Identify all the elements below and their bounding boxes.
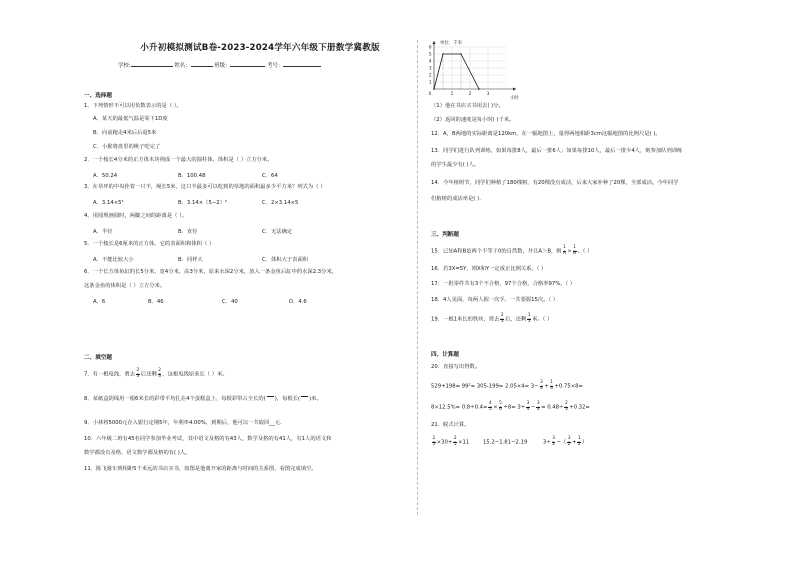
data-point [478, 88, 480, 90]
frac-denominator: 2 [552, 441, 555, 447]
q19-mid: 后，还剩 [505, 316, 527, 323]
q3-option-c: C．2×3.14×5 [262, 200, 299, 206]
q21-part-b: ×11 [458, 439, 470, 446]
q13-text-line2: 的学生最少有( )人。 [431, 162, 480, 168]
q1-option-a: A．某天的最低气温是零下1D度 [93, 116, 168, 122]
q6-text-line1: 6．一个长方体鱼缸的长5分米，宽4分米，高3分米，原来水深2分米，放入一条金鱼后缸中的水深2.3分米， [84, 269, 338, 275]
frac-numerator: 2 [564, 401, 568, 406]
q21-part-f: + [571, 439, 577, 446]
q10-text-line2: 数学都没有及格，语文数学都及格的有( )人。 [84, 450, 191, 456]
q2-option-b: B．100.48 [178, 173, 206, 179]
q20-text: 20．直接写出得数。 [431, 364, 481, 370]
q7-text [84, 369, 228, 379]
q2-option-a: A．50.24 [93, 173, 118, 179]
q1-text: 1．下列情形不可以用负数表示的是（ ）。 [84, 103, 182, 109]
name-label: 姓名： [174, 63, 191, 69]
q20-row1-b: +0.75×8= [554, 383, 583, 390]
frac-numerator: 5 [499, 401, 502, 406]
x-tick-label: 1 [450, 91, 454, 96]
q17-text: 17．一批零件共有3个不合格，97个合格，合格率97%。（ ） [431, 281, 576, 287]
q8-mid: ，每根长 [276, 396, 298, 402]
q5-option-a: A．不能比较大小 [93, 257, 134, 263]
q11-sub1: （1）他在书店买书用去( )分。 [431, 103, 504, 109]
frac-denominator: 3 [527, 318, 531, 324]
frac-denominator: 5 [432, 441, 436, 447]
q2-text: 2．一个棱长4分米的正方体木块削成一个最大的圆柱体，体积是（ ）立方分米。 [84, 157, 273, 163]
q21-part-e: −（ [556, 439, 567, 446]
q5-option-b: B．同样大 [178, 257, 203, 263]
q21-frac-d [567, 437, 571, 447]
q1-option-c: C．小猴将盘里的桃子吃完了 [93, 144, 161, 150]
q10-text-line1: 10．六年级二班有45名同学参加毕业考试，其中语文及格的有43人，数学及格的有41人，有1人的语文和 [84, 436, 332, 442]
frac-denominator [301, 397, 308, 401]
y-tick-label: 2 [428, 72, 432, 78]
q15-text: 15．已知A和B是两个不等于0的自然数，并且A＞B，则 $\frac{1}{A}$ > $\frac{1}{B}$ 。（ ） [431, 245, 593, 256]
frac-denominator: 2 [567, 441, 571, 447]
y-unit-label: 单位：千米 [440, 41, 462, 46]
q20-row2-d: +0.32= [569, 404, 590, 411]
origin-label: 0 [428, 91, 432, 96]
frac-denominator: B [573, 250, 577, 256]
q20-frac-a [540, 381, 544, 391]
q21-part-g: ） [582, 439, 588, 446]
q3-option-a: A．3.14×5² [93, 200, 124, 206]
q20-row2-a: 8×12.5%= 0.8÷0.4= [431, 404, 488, 411]
number-blank[interactable] [283, 61, 321, 67]
q15-fraction-b [573, 246, 577, 256]
q21-frac-b [453, 437, 457, 447]
q6-option-c: C．40 [222, 299, 238, 305]
q5-text: 5．一个棱长是6厘米的正方体，它的表面积和体积（ ） [84, 241, 215, 247]
class-label: 班级： [214, 63, 231, 69]
frac-numerator: 2 [432, 436, 436, 441]
frac-numerator: 3 [540, 380, 543, 385]
y-tick-label: 4 [428, 58, 432, 64]
q7-post: ，这根电线原来长（ ）米。 [162, 371, 228, 378]
y-tick-label: 6 [428, 44, 432, 50]
frac-denominator: A [562, 250, 566, 256]
distance-time-chart [422, 38, 532, 100]
x-unit-label: 小时 [510, 96, 519, 100]
q1-option-b: B．向前跑走4米后后退5米 [93, 130, 157, 136]
q20-frac-e [526, 402, 530, 412]
frac-denominator: 4 [540, 385, 543, 391]
q8-blank-fraction-2[interactable]: ( ) [297, 396, 312, 402]
q20-frac-f [536, 402, 540, 412]
section-judge: 三、判断题 [431, 232, 459, 238]
y-axis-arrow [433, 41, 436, 44]
column-divider [417, 40, 418, 515]
q3-option-b: B．3.14×（5−2）² [178, 200, 228, 206]
frac-numerator: 2 [158, 368, 161, 373]
q21-frac-e [577, 437, 581, 447]
q15-post: 。（ ） [577, 248, 593, 255]
x-axis-arrow [513, 88, 516, 91]
q8-pre: 8．某纸盒阴线用一根6米长的彩带平均扎在4个蛋糕盒上，每根彩带占全长的 [84, 396, 264, 402]
q5-option-c: C．体积大于表面积 [262, 257, 309, 263]
frac-numerator: 2 [453, 436, 457, 441]
q20-frac-g [564, 402, 568, 412]
frac-denominator: 5 [488, 406, 492, 412]
q7-pre: 7．有一根电线，剪去 [84, 371, 136, 378]
frac-denominator: 3 [136, 373, 140, 379]
q15-fraction-a [563, 246, 567, 256]
q3-text: 3．在草坪的中央拴着一只羊，绳长5米，这只羊最多可以吃到的草地的面积最多少平方米？列式为（ ） [84, 184, 326, 190]
q4-option-b: B．直径 [178, 229, 198, 235]
y-tick-label: 3 [428, 65, 432, 71]
q21-text: 21．脱式计算。 [431, 422, 470, 428]
y-tick-label: 5 [428, 51, 432, 57]
q20-frac-b [550, 381, 554, 391]
exam-title: 小升初模拟测试B卷-2023-2024学年六年级下册数学冀教版 [140, 43, 380, 53]
q2-option-c: C．64 [262, 173, 278, 179]
q6-option-a: A．6 [93, 299, 106, 305]
frac-numerator: 1 [527, 313, 531, 318]
q11-sub2: （2）返回的速度是每小时( )千米。 [431, 117, 515, 123]
q15-pre: 15．已知A和B是两个不等于0的自然数，并且A＞B，则 [431, 248, 562, 255]
q6-option-b: B．46 [148, 299, 164, 305]
x-tick-label: 3 [486, 91, 490, 96]
q12-text: 12．A，B两地的实际距离是120km，在一幅地图上，量得两地相距3cm这幅地图的比例尺是( )。 [431, 131, 661, 137]
q7-fraction-remain [158, 369, 162, 379]
frac-numerator: 2 [136, 368, 140, 373]
q4-option-a: A．半径 [93, 229, 113, 235]
q6-option-d: D．4.6 [289, 299, 307, 305]
q21-row [431, 437, 587, 447]
distance-series-line [434, 54, 479, 89]
frac-numerator: 1 [550, 380, 553, 385]
q19-post: 米。（ ） [532, 316, 553, 323]
q20-row1: 529+198= 99²= 305-199= 2.05×4= 3− $\frac{3}{4}$ + $\frac{1}{4}$ +0.75×8= [431, 380, 583, 391]
frac-denominator: 5 [453, 441, 457, 447]
frac-denominator [267, 397, 274, 401]
frac-denominator: 6 [499, 406, 502, 412]
q8-text [84, 396, 322, 403]
x-tick-label: 2 [468, 91, 472, 96]
q21-part-a: ×30+ [436, 439, 453, 446]
q21-frac-c [552, 437, 556, 447]
school-label: 学校: [118, 63, 131, 69]
q20-row2-b: 8= 3÷ [507, 404, 526, 411]
q20-frac-c [488, 402, 492, 412]
q19-pre: 19．一根1米长的铁丝，剪去 [431, 316, 500, 323]
q14-text-line2: 们植树的成活率是( ). [431, 196, 481, 202]
q4-option-c: C．无法确定 [262, 229, 293, 235]
frac-numerator: 1 [573, 245, 576, 250]
q20-row2-c: = 0.48÷ [541, 404, 564, 411]
q13-text-line1: 13．同学们进行队列训练，如果每排8人，最后一排6人；如果每排10人，最后一排少4人，则参加队列训练 [431, 148, 683, 154]
section-choice: 一、选择题 [84, 93, 112, 99]
name-blank[interactable] [191, 61, 213, 67]
q19-fraction-cut [500, 314, 504, 324]
class-blank[interactable] [230, 61, 265, 67]
q11-text: 11．陈飞骑车到相距5千米远的书店买书，如图是他离开家的距离与时间的关系图，看图完成填空。 [84, 466, 317, 472]
y-tick-label: 1 [428, 79, 432, 85]
frac-denominator: 4 [550, 385, 553, 391]
q4-text: 4．用圆规画圆时，两脚之间的距离是（ ）。 [84, 213, 188, 219]
q18-text: 18．4人见面，每两人握一次手，一共要握15次。（ ） [431, 297, 559, 303]
q20-frac-d [499, 402, 503, 412]
q20-row2: 8×12.5%= 0.8÷0.4= $\frac{4}{5}$ × $\frac{5}{6}$ ÷8= 3÷ $\frac{3}{4}$ − $\frac{3}{4}$ = 0.48÷ $\frac{2}{3}$ +0.32= [431, 401, 590, 412]
q6-text-line2: 这条金鱼的体积是（ ）立方分米。 [84, 283, 166, 289]
student-info-line [118, 61, 321, 69]
number-label: 考号： [267, 63, 284, 69]
q16-text: 16．若3X=5Y，则X和Y一定成正比例关系。（ ） [431, 266, 547, 272]
blank-fraction [267, 396, 274, 401]
frac-numerator: 3 [526, 401, 530, 406]
school-blank[interactable] [131, 61, 173, 67]
q19-fraction-remain [527, 314, 531, 324]
q8-blank-fraction-1[interactable]: ( ) [263, 396, 277, 402]
q21-part-d: 3÷ [542, 439, 551, 446]
section-calc: 四、计算题 [431, 352, 459, 358]
frac-denominator: 3 [564, 406, 568, 412]
frac-numerator: 3 [552, 436, 555, 441]
frac-numerator: 3 [567, 436, 571, 441]
frac-denominator: 3 [500, 318, 504, 324]
q19-text [431, 314, 552, 324]
q20-row1-a: 529+198= 99²= 305-199= 2.05×4= 3− [431, 383, 539, 390]
q9-text: 9．小林将5000元存入银行定期5年，年利率4.00%，到期后，他可以一共取回__元. [84, 420, 282, 426]
q21-frac-a [432, 437, 436, 447]
q14-text-line1: 14．今年植树节，同学们种植了180棵树，有20棵没有成活，后来大家补种了20棵，全部成活。今年同学 [431, 180, 679, 186]
data-point [433, 88, 435, 90]
frac-denominator: 4 [536, 406, 540, 412]
frac-numerator: 2 [500, 313, 504, 318]
frac-numerator: 1 [577, 436, 581, 441]
frac-denominator: 4 [526, 406, 530, 412]
q7-mid: 后还剩 [140, 371, 157, 378]
frac-denominator: 3 [158, 373, 161, 379]
q7-fraction-cut [136, 369, 140, 379]
frac-numerator: 1 [563, 245, 566, 250]
blank-fraction [301, 396, 308, 401]
frac-numerator: 3 [536, 401, 540, 406]
q8-post: 米。 [311, 396, 322, 402]
frac-denominator: 2 [577, 441, 581, 447]
chart-root [429, 39, 520, 100]
q21-expr-2: 15.2−1.81−2.19 [482, 439, 528, 446]
section-fill: 二、填空题 [84, 355, 112, 361]
frac-numerator: 4 [488, 401, 492, 406]
